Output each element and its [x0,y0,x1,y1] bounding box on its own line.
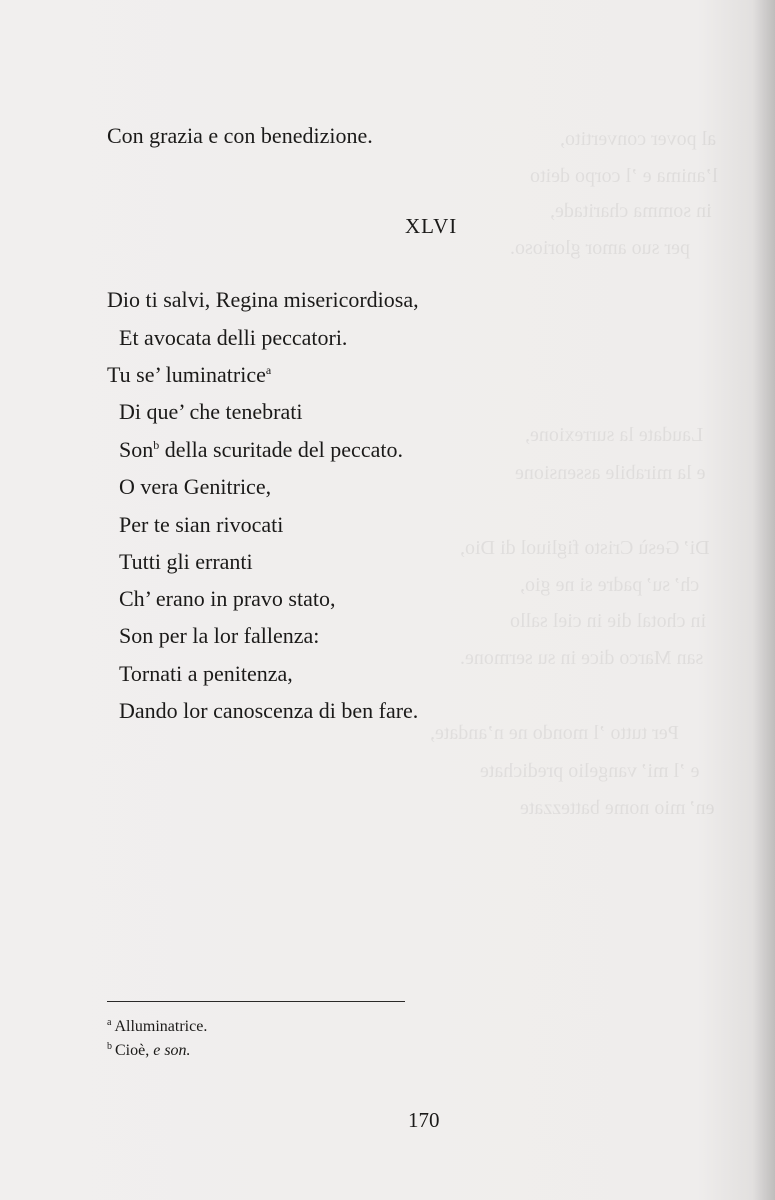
footnote-marker: a [265,363,272,377]
footnote-label: b [107,1041,112,1052]
poem-line [107,361,271,389]
show-through-line: Per tutto ’l mondo ne n’andate, [430,722,679,744]
poem-line [107,286,419,314]
poem-line-text: Di que’ che tenebrati [119,399,303,424]
poem-line-text: Ch’ erano in pravo stato, [119,586,336,611]
show-through-line: ch’ su’ padre si ne gio, [520,574,700,596]
poem-line-text: Son [119,437,154,462]
show-through-line: Laudate la surrexione, [525,424,704,446]
show-through-line: Di’ Gesù Cristo figliuol di Dio, [460,537,710,559]
poem-line-text: Dio ti salvi, Regina misericordiosa, [107,287,419,312]
section-title: XLVI [405,214,458,238]
footnote-italic-text: e son. [153,1042,191,1059]
show-through-line: en’ mio nome battezzate [520,797,715,819]
show-through-line: in somma charitade, [550,200,712,222]
poem-line-text: O vera Genitrice, [119,474,272,499]
poem-line [119,585,335,613]
page-number: 170 [408,1108,440,1132]
poem-line-text: Tu se’ luminatrice [107,362,266,387]
poem-line-text: Dando lor canoscenza di ben fare. [119,698,419,723]
poem-line [119,660,293,688]
footnote-label: a [107,1017,112,1028]
page-gutter-shadow [753,0,775,1200]
poem-line-text-continued: della scuritade del peccato. [159,437,403,462]
footnote [107,1017,207,1037]
poem-line [119,622,319,650]
footnote-text: Alluminatrice. [114,1018,208,1035]
poem-line [119,436,403,464]
show-through-line: per suo amor glorioso. [510,237,690,259]
show-through-line: l’anima e ’l corpo deito [530,165,718,187]
show-through-line: in chotal die in ciel sallo [510,610,707,632]
carryover-verse-line: Con grazia e con benedizione. [107,123,373,148]
poem-line [119,511,283,539]
show-through-line: e ’l mi’ vangelio predichate [480,760,700,782]
poem-line [119,398,302,426]
footnote-text: Cioè, [115,1042,154,1059]
poem-line-text: Tutti gli erranti [119,549,253,574]
poem-line [119,324,347,352]
poem-line-text: Per te sian rivocati [119,512,284,537]
poem-line-text: Son per la lor fallenza: [119,623,320,648]
show-through-line: e la mirabile assensione [515,462,706,484]
poem-line-text: Et avocata delli peccatori. [119,325,348,350]
footnote-rule [107,1001,405,1002]
poem-line [119,473,271,501]
poem-line [119,548,253,576]
poem-line-text: Tornati a penitenza, [119,661,293,686]
show-through-line: san Marco dice in su sermone. [460,647,704,669]
footnote [107,1041,191,1061]
poem-line [119,697,418,725]
show-through-line: al pover convertito, [560,128,717,150]
footnote-marker: b [153,438,160,452]
